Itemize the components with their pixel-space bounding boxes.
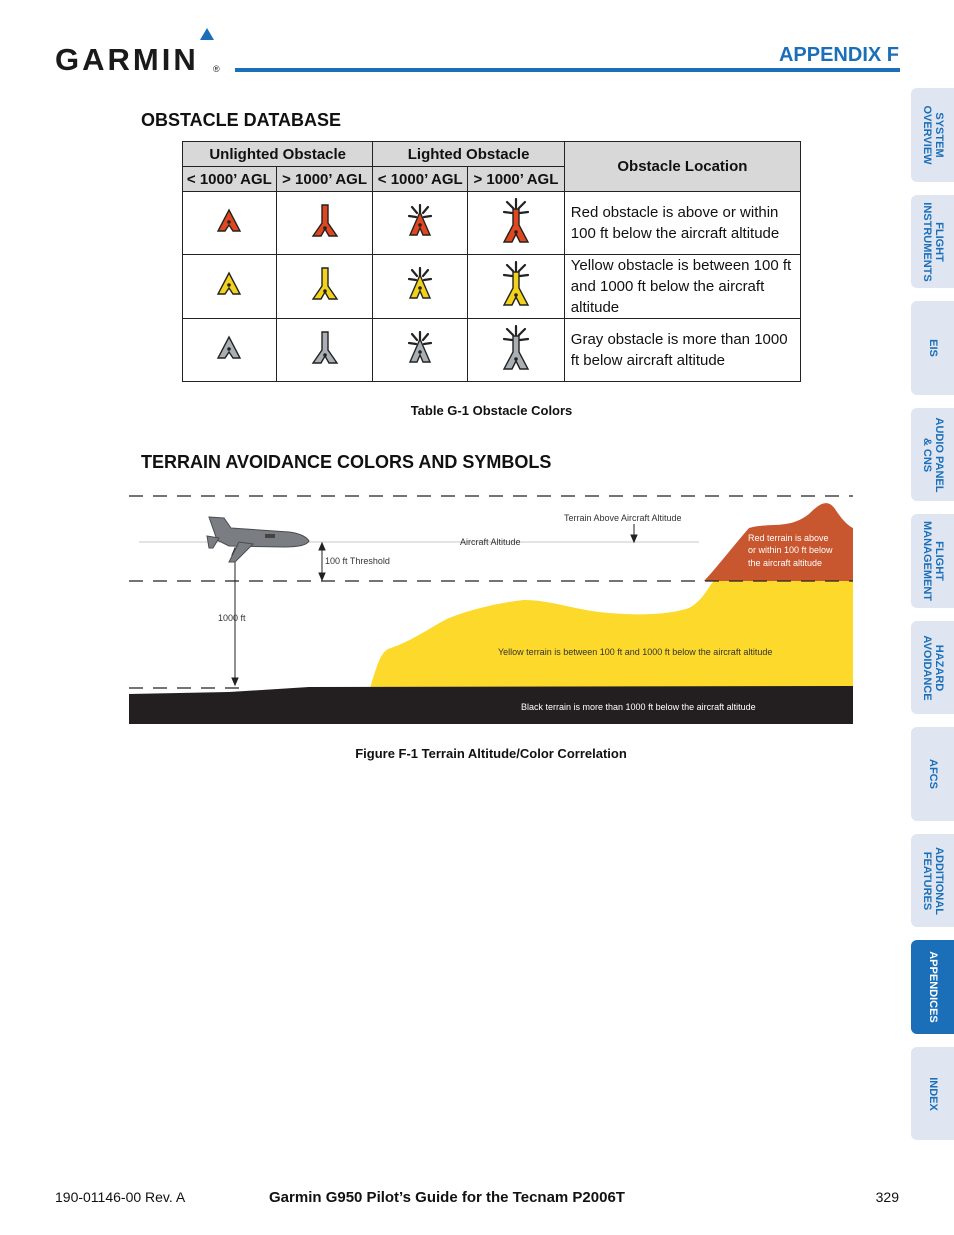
table-cell: [183, 255, 277, 319]
unlighted-tall-obstacle-icon: [310, 266, 340, 302]
lighted-short-obstacle-icon: [405, 266, 435, 302]
lighted-short-obstacle-icon: [405, 330, 435, 366]
tab-hazard-avoidance[interactable]: HAZARD AVOIDANCE: [911, 621, 954, 714]
yellow-terrain: [370, 581, 853, 688]
unlighted-short-obstacle-icon: [215, 207, 243, 235]
table-cell: [468, 255, 565, 319]
unlighted-short-obstacle-icon: [215, 334, 243, 362]
unlighted-above-1000-header: > 1000’ AGL: [276, 167, 373, 192]
lighted-below-1000-header: < 1000’ AGL: [373, 167, 468, 192]
tab-audio-panel-cns[interactable]: AUDIO PANEL & CNS: [911, 408, 954, 501]
figure-caption: Figure F-1 Terrain Altitude/Color Correlation: [355, 746, 627, 761]
lighted-short-obstacle-icon: [405, 203, 435, 239]
tab-eis[interactable]: EIS: [911, 301, 954, 395]
table-cell: [276, 192, 373, 255]
unlighted-tall-obstacle-icon: [310, 203, 340, 239]
aircraft-icon: [207, 517, 309, 562]
tab-index[interactable]: INDEX: [911, 1047, 954, 1140]
appendix-title: APPENDIX F: [778, 44, 899, 66]
tab-appendices[interactable]: APPENDICES: [911, 940, 954, 1034]
unlighted-obstacle-header: Unlighted Obstacle: [183, 142, 373, 167]
terrain-avoidance-title: TERRAIN AVOIDANCE COLORS AND SYMBOLS: [141, 452, 552, 472]
thousand-ft-label: 1000 ft: [218, 613, 246, 623]
unlighted-below-1000-header: < 1000’ AGL: [183, 167, 277, 192]
tab-flight-management[interactable]: FLIGHT MANAGEMENT: [911, 514, 954, 608]
page-number: 329: [875, 1189, 899, 1205]
table-cell: [373, 192, 468, 255]
table-cell: [183, 319, 277, 382]
footer-title: Garmin G950 Pilot’s Guide for the Tecnam P2006T: [269, 1189, 625, 1206]
table-cell: [468, 319, 565, 382]
obstacle-location-text: Red obstacle is above or within 100 ft below the aircraft altitude: [564, 192, 800, 255]
lighted-tall-obstacle-icon: [500, 260, 532, 308]
lighted-above-1000-header: > 1000’ AGL: [468, 167, 565, 192]
brand-name: GARMIN: [55, 42, 199, 77]
table-cell: [276, 255, 373, 319]
table-cell: [183, 192, 277, 255]
table-caption: Table G-1 Obstacle Colors: [410, 403, 573, 418]
table-cell: [276, 319, 373, 382]
terrain-above-label: Terrain Above Aircraft Altitude: [564, 513, 682, 523]
lighted-tall-obstacle-icon: [500, 324, 532, 372]
red-terrain-label-line-2: or within 100 ft below: [748, 545, 833, 555]
tab-flight-instruments[interactable]: FLIGHT INSTRUMENTS: [911, 195, 954, 288]
obstacle-location-text: Gray obstacle is more than 1000 ft below aircraft altitude: [564, 319, 800, 382]
table-cell: [468, 192, 565, 255]
obstacle-colors-table: [182, 141, 801, 382]
garmin-logo-triangle-icon: [200, 28, 214, 40]
black-terrain-label: Black terrain is more than 1000 ft below the aircraft altitude: [521, 702, 756, 712]
tab-system-overview[interactable]: SYSTEM OVERVIEW: [911, 88, 954, 182]
table-cell: [373, 319, 468, 382]
aircraft-altitude-label: Aircraft Altitude: [460, 537, 521, 547]
unlighted-short-obstacle-icon: [215, 270, 243, 298]
header-rule: [235, 68, 900, 72]
obstacle-location-header: Obstacle Location: [564, 142, 800, 192]
table-row: [183, 319, 801, 382]
terrain-above-arrow: [631, 524, 637, 542]
yellow-terrain-label: Yellow terrain is between 100 ft and 1000 ft below the aircraft altitude: [498, 647, 773, 657]
red-terrain-label-line-1: Red terrain is above: [748, 533, 829, 543]
registered-mark: ®: [213, 64, 220, 74]
tab-afcs[interactable]: AFCS: [911, 727, 954, 821]
red-terrain-label-line-3: the aircraft altitude: [748, 558, 823, 568]
terrain-altitude-diagram: [129, 490, 853, 726]
lighted-tall-obstacle-icon: [500, 197, 532, 245]
lighted-obstacle-header: Lighted Obstacle: [373, 142, 564, 167]
table-cell: [373, 255, 468, 319]
unlighted-tall-obstacle-icon: [310, 330, 340, 366]
obstacle-database-title: OBSTACLE DATABASE: [141, 110, 341, 130]
tab-additional-features[interactable]: ADDITIONAL FEATURES: [911, 834, 954, 927]
table-row: [183, 255, 801, 319]
document-number: 190-01146-00 Rev. A: [55, 1189, 186, 1205]
obstacle-location-text: Yellow obstacle is between 100 ft and 1000 ft below the aircraft altitude: [564, 255, 800, 319]
threshold-label: 100 ft Threshold: [325, 556, 390, 566]
table-row: [183, 192, 801, 255]
garmin-logo: [55, 28, 220, 76]
